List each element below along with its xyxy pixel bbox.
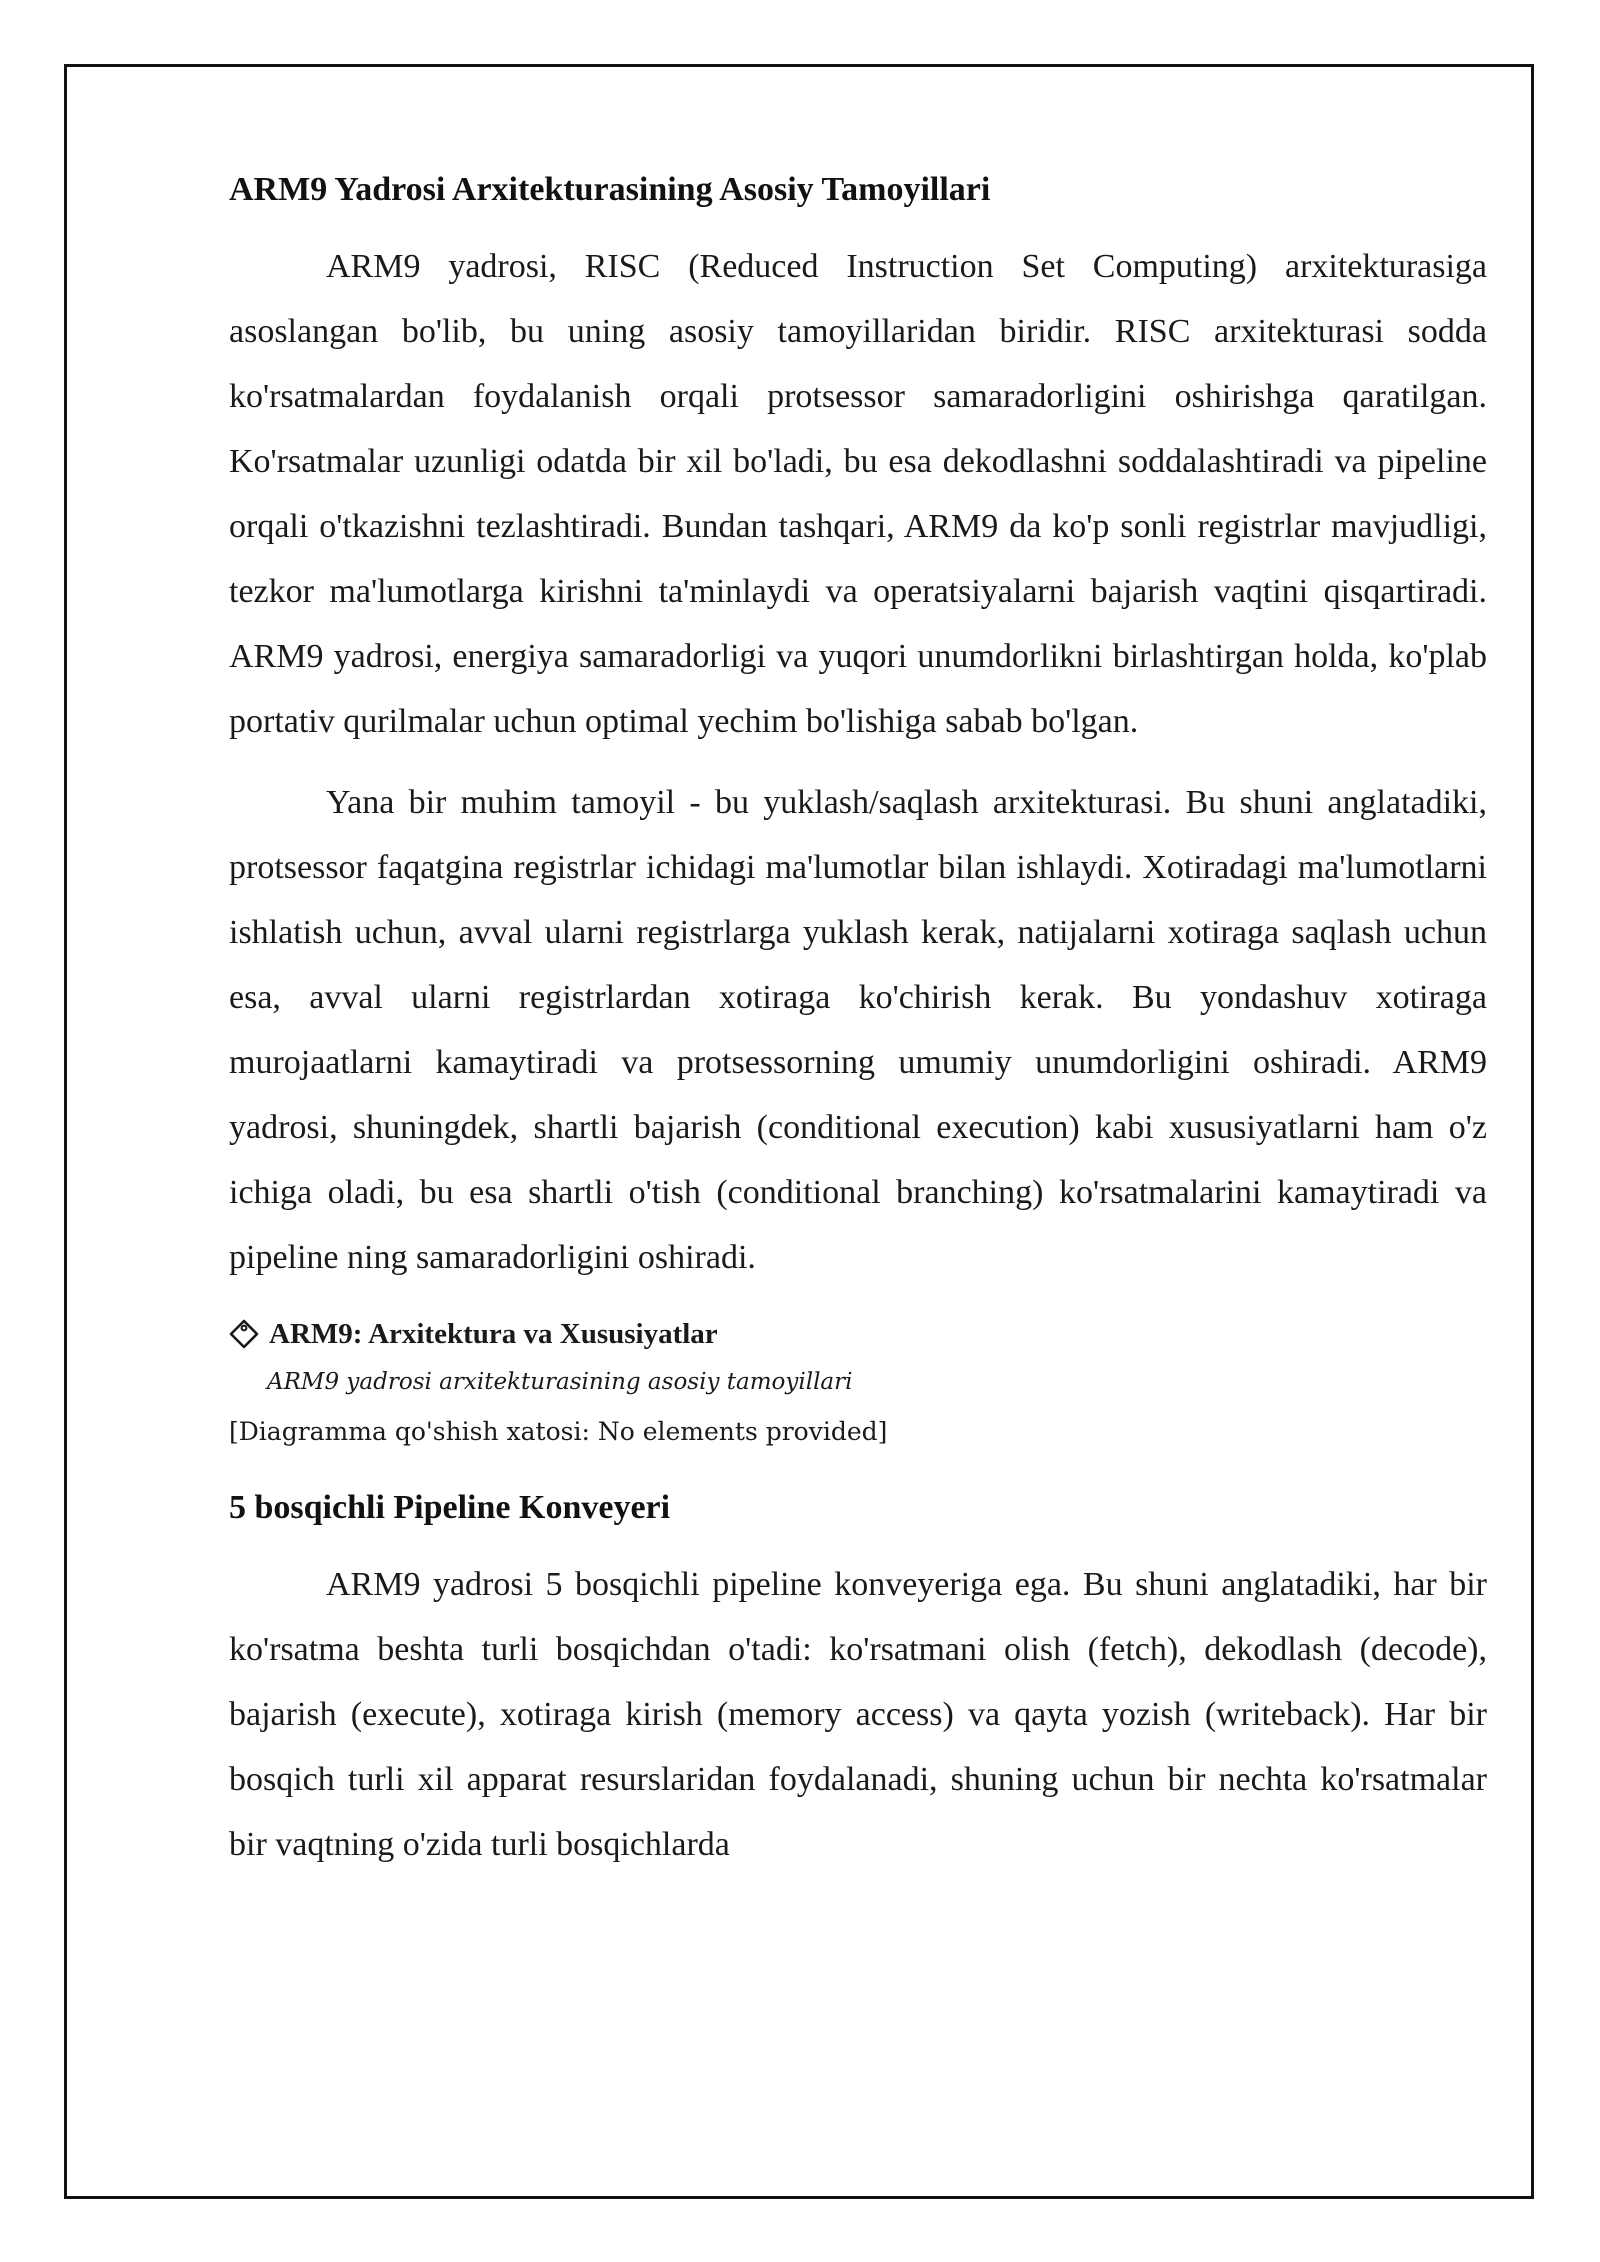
diagram-title-text: ARM9: Arxitektura va Xususiyatlar xyxy=(269,1318,718,1350)
body-paragraph: ARM9 yadrosi 5 bosqichli pipeline konveyeriga ega. Bu shuni anglatadiki, har bir ko'rsatma beshta turli bosqichdan o'tadi: ko'rsatmani olish (fetch), dekodlash (decode), bajarish (execute), xotiraga kirish (memory access) va qayta yozish (writeback). Har bir bosqich turli xil apparat resurslaridan foydalanadi, shuning uchun bir nechta ko'rsatmalar bir vaqtning o'zida turli bosqichlarda xyxy=(229,1566,1487,1863)
body-paragraph: Yana bir muhim tamoyil - bu yuklash/saqlash arxitekturasi. Bu shuni anglatadiki, protsessor faqatgina registrlar ichidagi ma'lumotlar bilan ishlaydi. Xotiradagi ma'lumotlarni ishlatish uchun, avval ularni registrlarga yuklash kerak, natijalarni xotiraga saqlash uchun esa, avval ularni registrlardan xotiraga ko'chirish kerak. Bu yondashuv xotiraga murojaatlarni kamaytiradi va protsessorning umumiy unumdorligini oshiradi. ARM9 yadrosi, shuningdek, shartli bajarish (conditional execution) kabi xususiyatlarni ham o'z ichiga oladi, bu esa shartli o'tish (conditional branching) ko'rsatmalarini kamaytiradi va pipeline ning samaradorligini oshiradi. xyxy=(229,784,1487,1276)
tag-icon xyxy=(229,1319,259,1349)
section-heading-arm9-principles: ARM9 Yadrosi Arxitekturasining Asosiy Tamoyillari xyxy=(229,171,991,208)
body-paragraph: ARM9 yadrosi, RISC (Reduced Instruction Set Computing) arxitekturasiga asoslangan bo'lib, bu uning asosiy tamoyillaridan biridir. RISC arxitekturasi sodda ko'rsatmalardan foydalanish orqali protsessor samaradorligini oshirishga qaratilgan. Ko'rsatmalar uzunligi odatda bir xil bo'ladi, bu esa dekodlashni soddalashtiradi va pipeline orqali o'tkazishni tezlashtiradi. Bundan tashqari, ARM9 da ko'p sonli registrlar mavjudligi, tezkor ma'lumotlarga kirishni ta'minlaydi va operatsiyalarni bajarish vaqtini qisqartiradi. ARM9 yadrosi, energiya samaradorligi va yuqori unumdorlikni birlashtirgan holda, ko'plab portativ qurilmalar uchun optimal yechim bo'lishiga sabab bo'lgan. xyxy=(229,248,1487,740)
document-content xyxy=(229,168,1487,1893)
section-heading-pipeline: 5 bosqichli Pipeline Konveyeri xyxy=(229,1489,671,1526)
diagram-subtitle: ARM9 yadrosi arxitekturasining asosiy tamoyillari xyxy=(267,1369,853,1395)
diagram-placeholder xyxy=(229,1314,1487,1452)
diagram-title xyxy=(229,1314,1487,1354)
diagram-error-message: [Diagramma qo'shish xatosi: No elements provided] xyxy=(229,1417,888,1446)
